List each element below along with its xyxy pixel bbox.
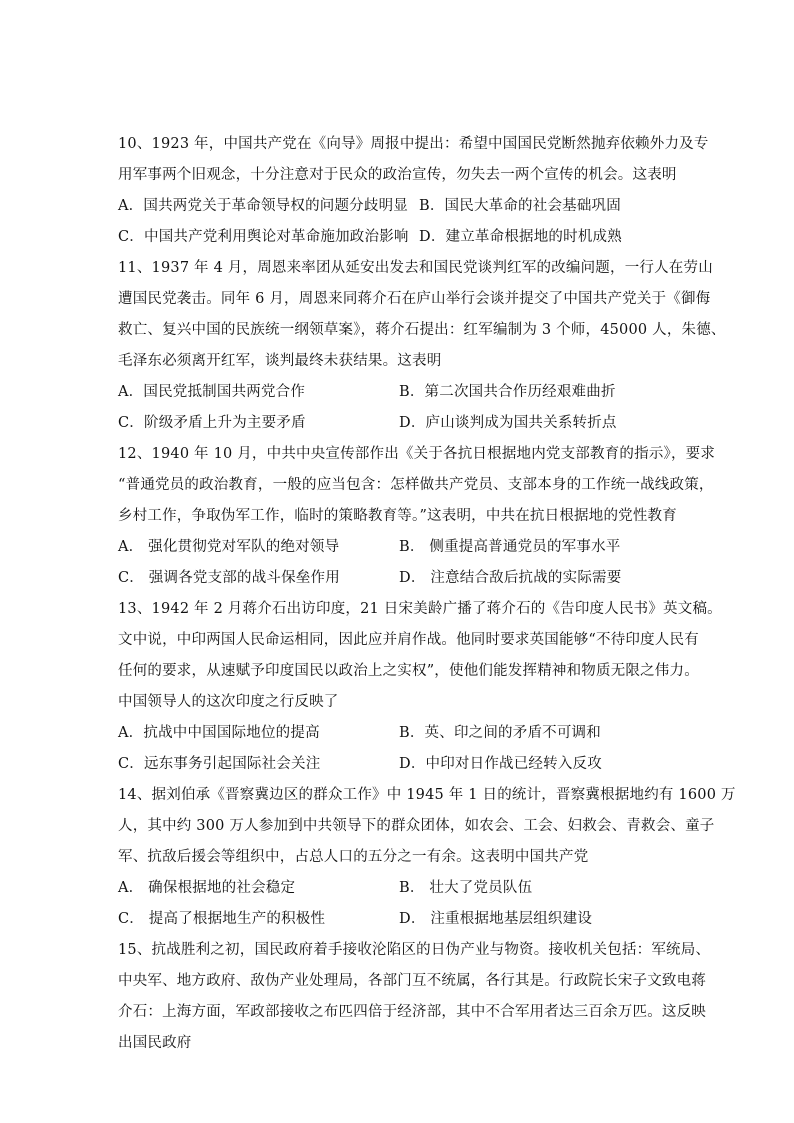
question-13-option-d: D．中印对日作战已经转入反攻 — [399, 756, 602, 772]
question-12-option-a: A． 强化贯彻党对军队的绝对领导 — [118, 539, 340, 555]
question-10-line-2: 用军事两个旧观念，十分注意对于民众的政治宣传，勿失去一两个宣传的机会。这表明 — [118, 167, 677, 183]
question-10-option-a: A．国共两党关于革命领导权的问题分歧明显 — [118, 198, 408, 214]
question-10-line-1: 10、1923 年，中国共产党在《向导》周报中提出：希望中国国民党断然抛弃依赖外力及专 — [118, 136, 709, 152]
question-14-line-1: 14、据刘伯承《晋察冀边区的群众工作》中 1945 年 1 日的统计，晋察冀根据地约有 1600 万 — [118, 787, 736, 803]
question-14-option-b: B． 壮大了党员队伍 — [399, 880, 533, 896]
question-13-option-a: A．抗战中中国国际地位的提高 — [118, 725, 320, 741]
question-13-line-1: 13、1942 年 2 月蒋介石出访印度，21 日宋美龄广播了蒋介石的《告印度人民书》英文稿。 — [118, 601, 722, 617]
question-14-option-a: A． 确保根据地的社会稳定 — [118, 880, 296, 896]
question-14-option-d: D． 注重根据地基层组织建设 — [399, 911, 593, 927]
question-11-line-3: 救亡、复兴中国的民族统一纲领草案》，蒋介石提出：红军编制为 3 个师，45000 人，朱德、 — [118, 322, 726, 338]
question-13-option-b: B．英、印之间的矛盾不可调和 — [399, 725, 601, 741]
question-14-line-2: 人，其中约 300 万人参加到中共领导下的群众团体，如农会、工会、妇救会、青救会、童子 — [118, 818, 715, 834]
question-12-line-3: 乡村工作，争取伪军工作，临时的策略教育等。”这表明，中共在抗日根据地的党性教育 — [118, 508, 677, 524]
question-14-option-c: C． 提高了根据地生产的积极性 — [118, 911, 326, 927]
question-11-option-b: B．第二次国共合作历经艰难曲折 — [399, 384, 616, 400]
question-15-line-1: 15、抗战胜利之初，国民政府着手接收沦陷区的日伪产业与物资。接收机关包括：军统局、 — [118, 942, 711, 958]
question-15-line-3: 介石：上海方面，军政部接收之布匹四倍于经济部，其中不合军用者达三百余万匹。这反映 — [118, 1004, 706, 1020]
question-11-option-a: A．国民党抵制国共两党合作 — [118, 384, 306, 400]
question-11-line-4: 毛泽东必须离开红军，谈判最终未获结果。这表明 — [118, 353, 442, 369]
question-11-line-2: 遭国民党袭击。同年 6 月，周恩来同蒋介石在庐山举行会谈并提交了中国共产党关于《御侮 — [118, 291, 711, 307]
question-13-line-4: 中国领导人的这次印度之行反映了 — [118, 694, 339, 710]
question-15-line-2: 中央军、地方政府、敌伪产业处理局，各部门互不统属，各行其是。行政院长宋子文致电蒋 — [118, 973, 706, 989]
question-12-option-b: B． 侧重提高普通党员的军事水平 — [399, 539, 621, 555]
question-11-line-1: 11、1937 年 4 月，周恩来率团从延安出发去和国民党谈判红军的改编问题，一行人在劳山 — [118, 260, 713, 276]
question-13-line-3: 任何的要求，从速赋予印度国民以政治上之实权”，使他们能发挥精神和物质无限之伟力。 — [118, 663, 699, 679]
question-12-option-d: D． 注意结合敌后抗战的实际需要 — [399, 570, 622, 586]
question-12-line-2: “普通党员的政治教育，一般的应当包含：怎样做共产党员、支部本身的工作统一战线政策， — [118, 477, 714, 493]
question-12-line-1: 12、1940 年 10 月，中共中央宣传部作出《关于各抗日根据地内党支部教育的指示》，要求 — [118, 446, 716, 462]
question-10-option-c: C．中国共产党利用舆论对革命施加政治影响 — [118, 229, 409, 245]
question-10-option-d: D．建立革命根据地的时机成熟 — [419, 229, 622, 245]
question-11-option-c: C．阶级矛盾上升为主要矛盾 — [118, 415, 306, 431]
question-13-option-c: C．远东事务引起国际社会关注 — [118, 756, 321, 772]
question-11-option-d: D．庐山谈判成为国共关系转折点 — [399, 415, 617, 431]
question-15-line-4: 出国民政府 — [118, 1035, 192, 1051]
question-10-option-b: B．国民大革命的社会基础巩固 — [419, 198, 621, 214]
question-12-option-c: C． 强调各党支部的战斗保垒作用 — [118, 570, 340, 586]
question-13-line-2: 文中说，中印两国人民命运相同，因此应并肩作战。他同时要求英国能够“不待印度人民有 — [118, 632, 699, 648]
question-14-line-3: 军、抗敌后援会等组织中，占总人口的五分之一有余。这表明中国共产党 — [118, 849, 589, 865]
